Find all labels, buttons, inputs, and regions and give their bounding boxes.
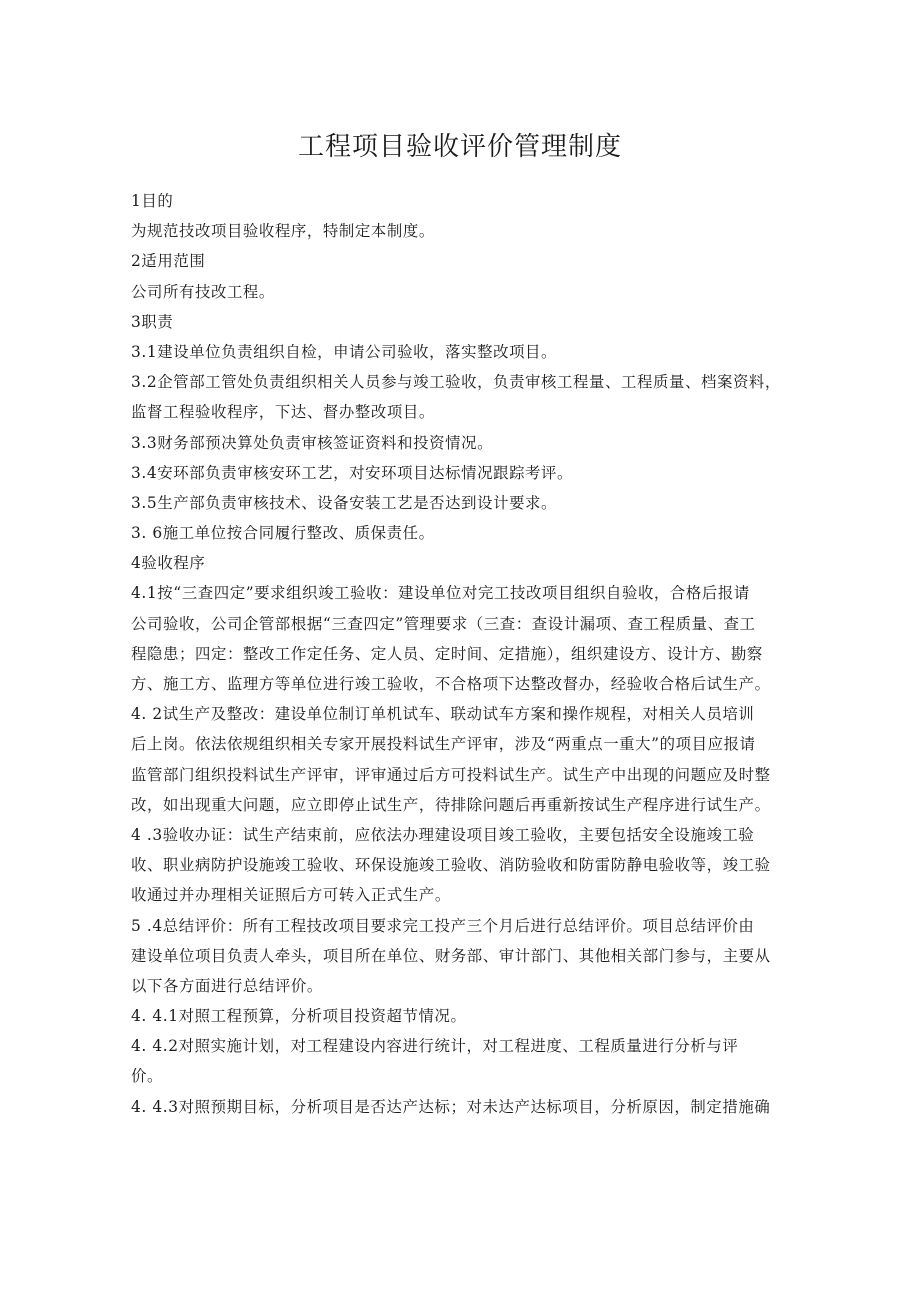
text-line: 价。 [131, 1067, 163, 1086]
text-line: 3职责 [131, 312, 174, 331]
text-line: 4. 4.3对照预期目标，分析项目是否达产达标；对未达产达标项目，分析原因，制定措施确 [131, 1097, 771, 1116]
text-line: 4. 4.2对照实施计划，对工程建设内容进行统计，对工程进度、工程质量进行分析与评 [131, 1037, 739, 1056]
text-line: 3.3财务部预决算处负责审核签证资料和投资情况。 [131, 433, 494, 452]
text-line: 3.5生产部负责审核技术、设备安装工艺是否达到设计要求。 [131, 493, 558, 512]
text-line: 监督工程验收程序，下达、督办整改项目。 [131, 403, 435, 422]
text-line: 程隐患；四定：整改工作定任务、定人员、定时间、定措施），组织建设方、设计方、勘察 [131, 644, 763, 663]
text-line: 4. 2试生产及整改：建设单位制订单机试车、联动试车方案和操作规程，对相关人员培训 [131, 705, 755, 724]
text-line: 5 .4总结评价：所有工程技改项目要求完工投产三个月后进行总结评价。项目总结评价由 [131, 916, 755, 935]
text-line: 监管部门组织投料试生产评审，评审通过后方可投料试生产。试生产中出现的问题应及时整 [131, 765, 771, 784]
text-line: 改，如出现重大问题，应立即停止试生产，待排除问题后再重新按试生产程序进行试生产。 [131, 795, 771, 814]
text-line: 为规范技改项目验收程序，特制定本制度。 [131, 222, 435, 241]
document-title: 工程项目验收评价管理制度 [297, 132, 622, 162]
text-line: 收、职业病防护设施竣工验收、环保设施竣工验收、消防验收和防雷防静电验收等，竣工验 [131, 856, 771, 875]
text-line: 4验收程序 [131, 554, 206, 573]
text-line: 3.4安环部负责审核安环工艺，对安环项目达标情况跟踪考评。 [131, 463, 574, 482]
text-line: 1目的 [131, 192, 174, 210]
document-body [131, 186, 831, 1122]
text-line: 4.1按“三查四定”要求组织竣工验收：建设单位对完工技改项目组织自验收，合格后报请 [131, 584, 750, 603]
text-line: 4. 4.1对照工程预算，分析项目投资超节情况。 [131, 1007, 467, 1026]
text-line: 3. 6施工单位按合同履行整改、质保责任。 [131, 524, 435, 543]
text-line: 以下各方面进行总结评价。 [131, 976, 323, 995]
text-line: 后上岗。依法依规组织相关专家开展投料试生产评审，涉及“两重点一重大”的项目应报请 [131, 735, 756, 754]
text-line: 建设单位项目负责人牵头，项目所在单位、财务部、审计部门、其他相关部门参与，主要从 [131, 946, 771, 965]
text-line: 2适用范围 [131, 252, 206, 271]
text-line: 公司验收，公司企管部根据“三查四定”管理要求（三查：查设计漏项、查工程质量、查工 [131, 614, 756, 633]
text-line: 3.2企管部工管处负责组织相关人员参与竣工验收，负责审核工程量、工程质量、档案资料， [131, 373, 781, 392]
text-line: 公司所有技改工程。 [131, 282, 275, 301]
text-line: 方、施工方、监理方等单位进行竣工验收，不合格项下达整改督办，经验收合格后试生产。 [131, 675, 771, 693]
text-line: 收通过并办理相关证照后方可转入正式生产。 [131, 886, 451, 905]
text-line: 3.1建设单位负责组织自检，申请公司验收，落实整改项目。 [131, 342, 558, 361]
text-line: 4 .3验收办证：试生产结束前，应依法办理建设项目竣工验收，主要包括安全设施竣工验 [131, 825, 755, 844]
